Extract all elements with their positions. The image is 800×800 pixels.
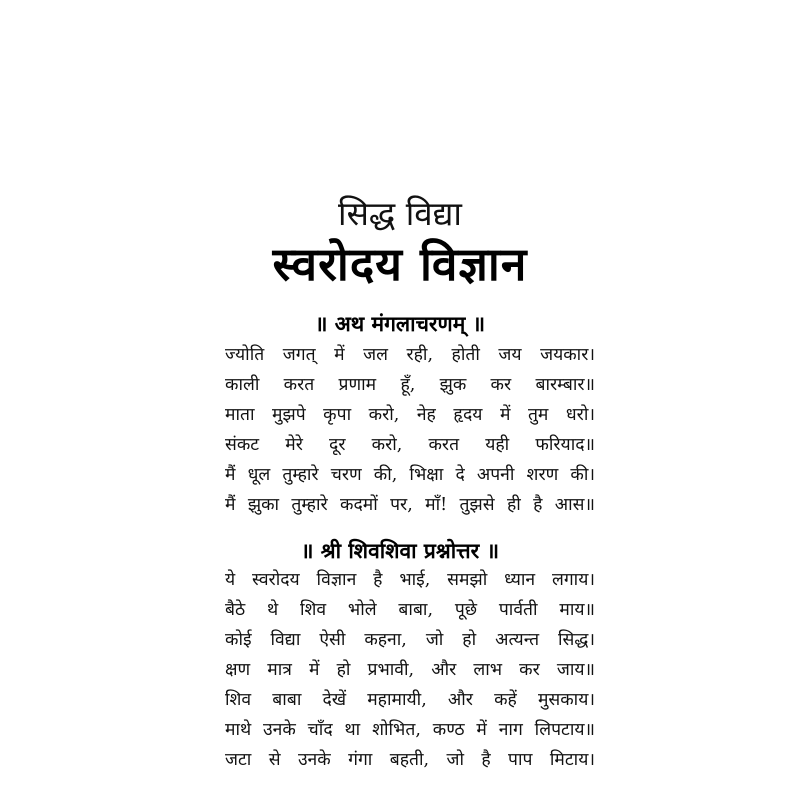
section-heading-mangalacharanam: ॥ अथ मंगलाचरणम् ॥ bbox=[314, 312, 486, 336]
verse-line: माता मुझपे कृपा करो, नेह हृदय में तुम धरो। bbox=[225, 405, 595, 425]
verse-line: मैं धूल तुम्हारे चरण की, भिक्षा दे अपनी शरण की। bbox=[225, 465, 595, 485]
verse-line: शिव बाबा देखें महामायी, और कहें मुसकाय। bbox=[225, 690, 595, 710]
verse-line: मैं झुका तुम्हारे कदमों पर, माँ! तुझसे ही है आस॥ bbox=[225, 495, 595, 515]
verse-line: कोई विद्या ऐसी कहना, जो हो अत्यन्त सिद्ध। bbox=[225, 630, 595, 650]
verse-line: ज्योति जगत् में जल रही, होती जय जयकार। bbox=[225, 345, 595, 365]
verse-line: क्षण मात्र में हो प्रभावी, और लाभ कर जाय॥ bbox=[225, 660, 595, 680]
verse-line: संकट मेरे दूर करो, करत यही फरियाद॥ bbox=[225, 435, 595, 455]
section-heading-prashnottar: ॥ श्री शिवशिवा प्रश्नोत्तर ॥ bbox=[300, 539, 500, 563]
verse-line: माथे उनके चाँद था शोभित, कण्ठ में नाग लिपटाय॥ bbox=[225, 720, 595, 740]
book-subtitle: सिद्ध विद्या bbox=[338, 194, 462, 233]
book-title: स्वरोदय विज्ञान bbox=[272, 237, 528, 291]
verse-line: बैठे थे शिव भोले बाबा, पूछे पार्वती माय॥ bbox=[225, 600, 595, 620]
verse-line: काली करत प्रणाम हूँ, झुक कर बारम्बार॥ bbox=[225, 375, 595, 395]
verse-line: जटा से उनके गंगा बहती, जो है पाप मिटाय। bbox=[225, 750, 595, 770]
verse-line: ये स्वरोदय विज्ञान है भाई, समझो ध्यान लगाय। bbox=[225, 570, 595, 590]
